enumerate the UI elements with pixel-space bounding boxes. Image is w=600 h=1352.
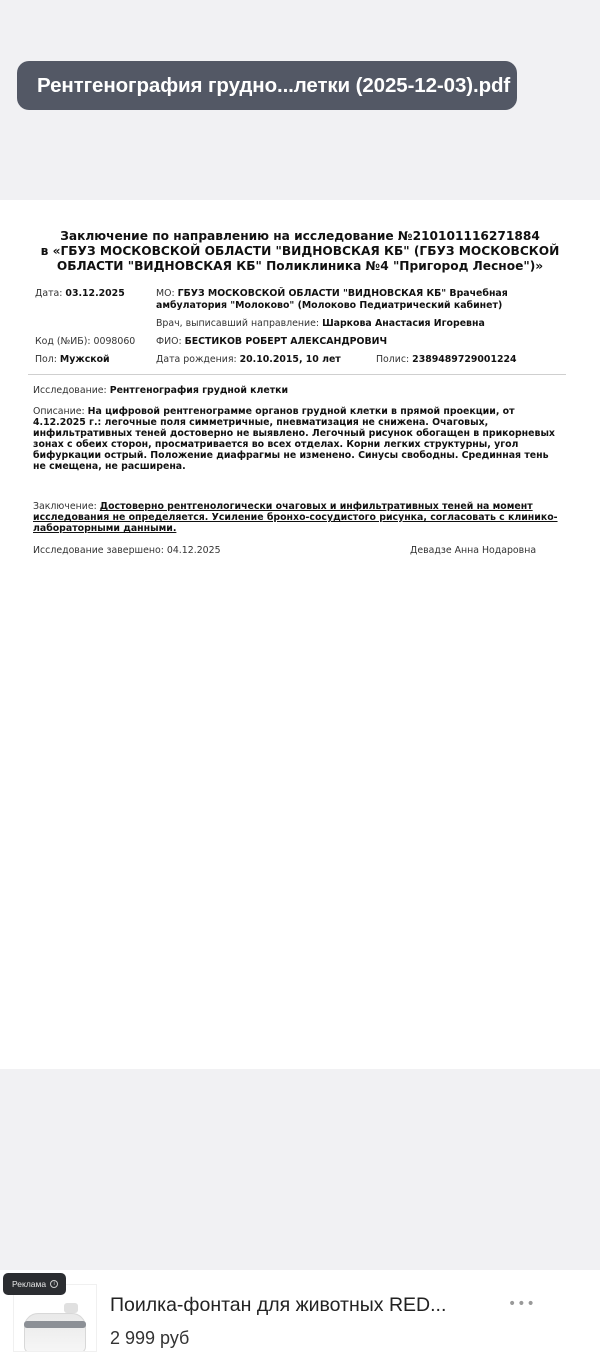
radiologist-name: Девадзе Анна Нодаровна bbox=[410, 545, 537, 556]
referring-doctor-field: Врач, выписавший направление: Шаркова Анастасия Игоревна bbox=[156, 318, 485, 329]
policy-field: Полис: 2389489729001224 bbox=[376, 354, 517, 365]
fountain-band bbox=[24, 1321, 86, 1328]
date-field: Дата: 03.12.2025 bbox=[35, 288, 125, 299]
document-title bbox=[20, 229, 580, 274]
divider bbox=[28, 374, 566, 375]
description-field: Описание: На цифровой рентгенограмме органов грудной клетки в прямой проекции, от 4.12.2025 г.: легочные поля симметричные, пневматизация не снижена. Очаговых, инфильтративных теней достоверно не выявлено. Легочный рисунок обогащен в прикорневых зонах с обеих сторон, просматривается во всех отделах. Корни легких структурны, угол бифуркации острый. Положение диафрагмы не изменено. Синусы свободны. Срединная тень не смещена, не расширена. bbox=[33, 406, 555, 472]
birth-date-field: Дата рождения: 20.10.2015, 10 лет bbox=[156, 354, 341, 365]
more-dots-icon[interactable]: ••• bbox=[508, 1296, 536, 1312]
title-line-2: в «ГБУЗ МОСКОВСКОЙ ОБЛАСТИ "ВИДНОВСКАЯ КБ" (ГБУЗ МОСКОВСКОЙ bbox=[40, 244, 560, 258]
pdf-page bbox=[0, 200, 600, 1069]
study-field: Исследование: Рентгенография грудной клетки bbox=[33, 385, 289, 396]
info-icon: i bbox=[50, 1280, 58, 1288]
ad-badge[interactable]: Реклама i bbox=[3, 1273, 66, 1295]
title-line-3: ОБЛАСТИ "ВИДНОВСКАЯ КБ" Поликлиника №4 "Пригород Лесное")» bbox=[56, 259, 544, 273]
file-name-chip[interactable] bbox=[17, 61, 517, 110]
file-name-label: Рентгенография грудно...летки (2025-12-03).pdf bbox=[37, 74, 511, 97]
code-field: Код (№ИБ): 0098060 bbox=[35, 336, 136, 347]
completed-field: Исследование завершено: 04.12.2025 bbox=[33, 545, 221, 556]
conclusion-field: Заключение: Достоверно рентгенологически очаговых и инфильтративных теней на момент исследования не определяется. Усиление бронхо-сосудистого рисунка, согласовать с клинико-лабораторными данными. bbox=[33, 501, 558, 534]
sex-field: Пол: Мужской bbox=[35, 354, 110, 365]
mo-field: МО: ГБУЗ МОСКОВСКОЙ ОБЛАСТИ "ВИДНОВСКАЯ КБ" Врачебная амбулатория "Молоково" (Молоково Педиатрический кабинет) bbox=[156, 288, 508, 311]
fio-field: ФИО: БЕСТИКОВ РОБЕРТ АЛЕКСАНДРОВИЧ bbox=[156, 336, 388, 347]
ad-banner[interactable] bbox=[0, 1270, 600, 1352]
ad-title[interactable]: Поилка-фонтан для животных RED... bbox=[110, 1294, 447, 1316]
ad-price: 2 999 руб bbox=[110, 1328, 190, 1348]
fountain-spout bbox=[64, 1303, 78, 1313]
fountain-body bbox=[24, 1313, 86, 1352]
title-line-1: Заключение по направлению на исследование №210101116271884 bbox=[60, 229, 540, 243]
